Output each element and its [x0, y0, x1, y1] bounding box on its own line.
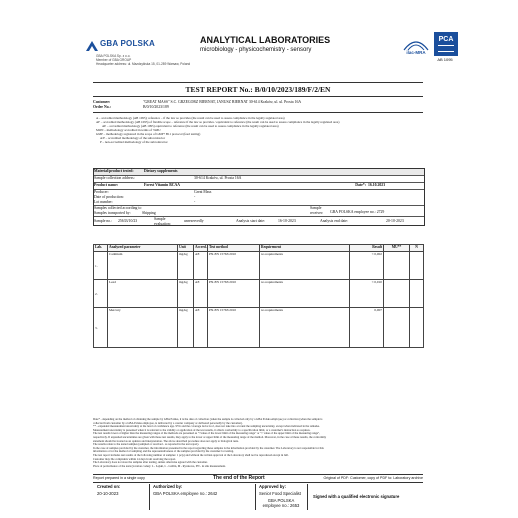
- sampleno-label: Sample no.:: [94, 219, 113, 223]
- transported-label: Samples transported by:: [94, 210, 131, 215]
- lot-value: -: [194, 200, 196, 204]
- footnote: information or for the method of sampling and the representativeness of the samples provided by the customer for testing.: [93, 450, 234, 454]
- collected-label: Samples collected according to: [94, 206, 142, 210]
- report-title: TEST REPORT No.: B/0/10/2023/189/F/2/EN: [185, 85, 331, 94]
- footnote: collected from customer by a GBA Polska employee, is delivered by a courier company or delivered personally by the customer).: [93, 421, 243, 425]
- company-line: Member of GBA GROUP: [96, 58, 132, 62]
- signature-block: [93, 484, 423, 514]
- row-lab: 1.: [94, 252, 108, 280]
- row-unit: mg/kg: [178, 252, 194, 280]
- production-value: -: [194, 195, 196, 199]
- results-table: [93, 244, 423, 348]
- pca-stripes: [438, 45, 454, 52]
- material-value: Dietary supplements: [144, 169, 178, 173]
- product-row: [94, 183, 424, 190]
- footnote: The test report includes test results of the following number of samples: 1 pc(s) and without the written approval of the Laboratory shall not be reproduced except in full.: [93, 453, 289, 457]
- created-label: Created on:: [97, 484, 121, 489]
- footer-meta: [93, 475, 423, 481]
- results-header-row: [94, 245, 424, 252]
- row-parameter: Mercury: [108, 308, 178, 348]
- customer-rule: [93, 112, 423, 113]
- title-rule-bottom: [93, 96, 423, 97]
- evaluation-value: unreservedly: [184, 219, 204, 223]
- receiver-value: GBA POLSKA employee no.: 2729: [330, 210, 385, 214]
- customer-value: "GREAT MASS" S.C. GRZEGORZ BIERNAT, JANUSZ BIERNAT 30-614 Kraków, ul. ul. Prosta 16A: [143, 100, 302, 104]
- title-rule-top: [93, 82, 423, 83]
- footnote: The results relate to the tested samples (sampled or received - as reported in the test report).: [93, 443, 200, 447]
- row-result: 0,007: [350, 308, 384, 348]
- sig-divider: [255, 484, 256, 510]
- start-value: 16-10-2023: [278, 219, 296, 223]
- row-parameter: Cadmium: [108, 252, 178, 280]
- row-mu: [384, 252, 410, 280]
- date-value: 16.10.2023: [368, 183, 386, 187]
- created-value: 20-10-2023: [97, 491, 119, 496]
- producer-label: Producer:: [94, 190, 109, 194]
- order-label: Order No.:: [93, 104, 111, 109]
- company-info: [96, 54, 190, 66]
- footnote: The test results lower or higher than the measuring ranges of the methods are presented as "<value of the lower limit of the measuring range" or "> value of the upper limit of the measuring range",: [93, 432, 320, 436]
- row-accred: AE: [194, 252, 208, 280]
- note-gmp: GMP – methodology registered in the scope of GMP+ B11 protocol (feed testing): [96, 132, 201, 136]
- pca-logo: [434, 32, 458, 56]
- col-mu: MU**: [384, 245, 410, 252]
- order-row: [93, 105, 423, 110]
- note-mon: MON – methodology accredited in terms of %MU: [96, 128, 161, 132]
- table-row: [94, 252, 424, 280]
- row-parameter: Lead: [108, 280, 178, 308]
- receiver-label: Sample receiver:: [310, 206, 324, 215]
- row-method: PN-EN 15763:2010: [208, 280, 260, 308]
- row-lab: 2.: [94, 280, 108, 308]
- transported-value: Shipping: [142, 210, 156, 215]
- end-of-report: The end of the Report: [213, 475, 265, 481]
- footnotes: [93, 418, 423, 468]
- sampleno-value: 25633/10/23: [118, 219, 138, 223]
- material-label: Material/product tested:: [94, 169, 134, 173]
- note-ap: A/P – accredited methodology of the subcontractor: [100, 136, 166, 140]
- row-n: [410, 308, 424, 348]
- col-accred: Accred.: [194, 245, 208, 252]
- row-unit: mg/kg: [178, 308, 194, 348]
- row-mu: [384, 308, 410, 348]
- results-grid: [93, 244, 424, 348]
- company-line: Headquarter address: ul. Mazdzykiska 15, 01-289 Warsaw, Poland: [96, 62, 191, 66]
- collection-row: [94, 176, 424, 183]
- row-method: PN-EN 15763:2010: [208, 252, 260, 280]
- start-label: Analysis start date:: [236, 219, 266, 223]
- sig-divider: [307, 484, 308, 510]
- lab-title: ANALYTICAL LABORATORIES: [200, 35, 331, 45]
- collection-label: Sample collection address:: [94, 176, 135, 180]
- row-requirement: no requirements: [260, 252, 350, 280]
- note-a: A – accredited methodology (AB 1095); reference – if the law so provides (the result can be used to assess compliance in the legally regulated area): [96, 116, 285, 120]
- note-ae: AE – accredited methodology (AB 1095) equivalent to reference (the result can be used to assess compliance in the legally regulated area): [102, 124, 279, 128]
- footnote: Place of performance of the tests (location codes): L - Łajski, L - Lublin, M - Rywkowa, PN - in situ measurement.: [93, 464, 226, 468]
- footnote: Date* - depending on the method of obtaining the sample by GBA Polska, it is the date of collection (when the sample is collected only by a GBA Polska employee) or collection (when the sample is: [93, 418, 323, 421]
- product-label: Product name:: [94, 183, 119, 187]
- row-accred: AE: [194, 280, 208, 308]
- footnote: Customer may file complaints within 14 days from receiving the report.: [93, 457, 177, 461]
- approved-label: Approved by:: [259, 484, 286, 489]
- row-n: [410, 280, 424, 308]
- sig-divider: [149, 484, 150, 510]
- col-result: Result: [350, 245, 384, 252]
- table-row: [94, 280, 424, 308]
- col-requirement: Requirement: [260, 245, 350, 252]
- producer-value: Great Mass: [194, 190, 212, 194]
- col-n: N: [410, 245, 424, 252]
- footnote: ** - expanded measurement uncertainty at the level of confidence app. 95% and the coverage factor k=2, does not take into account the sampling uncertainty, except when indicated in the remarks.: [93, 425, 320, 429]
- footnote: respectively. If expanded uncertainties are given with these test results, they apply to the lower or upper limit of the measuring range of the method. Moreover, in the case of these results, the conformity: [93, 435, 327, 439]
- col-unit: Unit: [178, 245, 194, 252]
- authorized-label: Authorized by:: [153, 484, 183, 489]
- gba-logo-icon: [86, 38, 98, 48]
- table-row: [94, 308, 424, 348]
- footnote: In the case of samples provided by the customer, the information presented in the report regarding these samples is the information provided by the customer. The Laboratory is not responsible for this: [93, 446, 324, 450]
- footnote: The Laboratory does not store the samples after testing, unless otherwise agreed with the customer.: [93, 461, 208, 465]
- row-requirement: no requirements: [260, 308, 350, 348]
- production-label: Date of production:: [94, 195, 124, 199]
- analysis-row: [94, 217, 424, 225]
- row-accred: AE: [194, 308, 208, 348]
- footnote: Measurement uncertainty is presented when it is relevant to the validity or application of the test results, it affects conformity to a specification limit, or a customer's instruction so requires.: [93, 428, 311, 432]
- col-method: Test method: [208, 245, 260, 252]
- row-unit: mg/kg: [178, 280, 194, 308]
- ilac-mra-logo: [402, 38, 430, 58]
- lab-subtitle: microbiology - physicochemistry - sensory: [200, 47, 312, 53]
- product-value: Forest Vitamin BCAA: [144, 183, 180, 187]
- end-label: Analysis end date:: [320, 219, 349, 223]
- col-lab: Lab.: [94, 245, 108, 252]
- authorized-value: GBA POLSKA employee no.: 2642: [153, 491, 218, 496]
- collection-value: 30-614 Kraków, ul. Prosta 16A: [194, 176, 242, 180]
- order-value: B/0/10/2023/189: [143, 104, 169, 109]
- note-af: AF – accredited methodology (AB 1095) of flexible scope – reference if the law so provides / equivalent to reference (the result can be used to assess compliance in the legally regulated area): [96, 120, 340, 124]
- end-value: 20-10-2023: [386, 219, 404, 223]
- approved-value: GBA POLSKA employee no.: 2653: [262, 498, 300, 508]
- footer-rule-2: [93, 482, 423, 483]
- note-p: P – non-accredited methodology of the subcontractor: [100, 140, 168, 144]
- row-lab: 3.: [94, 308, 108, 348]
- brand-name: GBA POLSKA: [100, 39, 156, 48]
- customer-block: [93, 100, 423, 109]
- accreditation-notes: [96, 116, 422, 144]
- row-requirement: no requirements: [260, 280, 350, 308]
- company-line: GBA POLSKA Sp. z o.o.: [96, 54, 131, 58]
- original-note: Original of PDF: Customer, copy of PDF to: Laboratory archive: [323, 475, 423, 480]
- row-mu: [384, 280, 410, 308]
- prepared-note: Report prepared in a single copy: [93, 475, 145, 480]
- row-result: < 0,010: [350, 280, 384, 308]
- col-parameter: Analyzed parameter: [108, 245, 178, 252]
- customer-label: Customer:: [93, 100, 111, 104]
- date-label: Date*:: [355, 183, 366, 187]
- ilac-label: ilac-MRA: [406, 50, 426, 55]
- lot-label: Lot number:: [94, 200, 113, 204]
- row-method: PN-EN 15763:2010: [208, 308, 260, 348]
- signature-note: Signed with a qualified electronic signature: [313, 494, 400, 499]
- header: [40, 30, 480, 76]
- pca-number: AB 1095: [437, 57, 453, 62]
- footnote: statement should be treated as an opinion and interpretation. The above described procedure does not apply to biological tests.: [93, 439, 239, 443]
- row-result: < 0,002: [350, 252, 384, 280]
- evaluation-label: Sample evaluation:: [154, 217, 171, 226]
- transport-row: [94, 206, 424, 217]
- approved-role: Senior Food Specialist: [259, 491, 301, 496]
- pca-label: PCA: [438, 36, 454, 43]
- material-row: [94, 169, 424, 176]
- row-n: [410, 252, 424, 280]
- sample-info: [93, 168, 425, 226]
